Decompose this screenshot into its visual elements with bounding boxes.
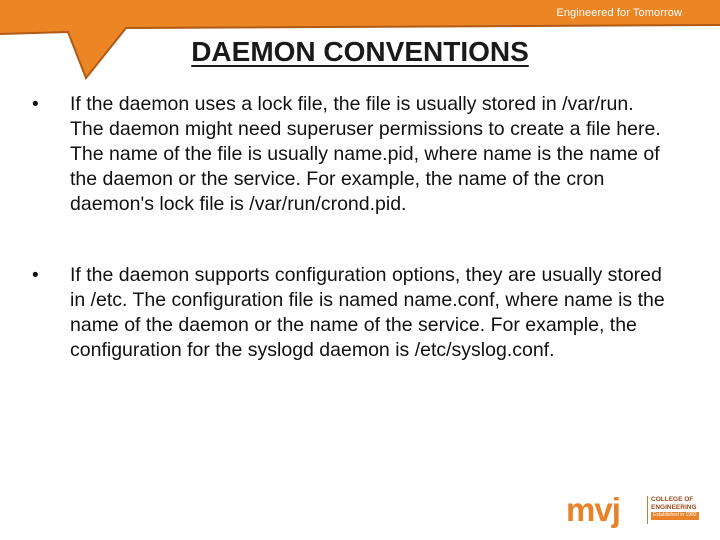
logo-divider	[647, 496, 648, 524]
college-logo	[566, 492, 706, 528]
bullet-text: If the daemon uses a lock file, the file is usually stored in /var/run. The daemon might need superuser permissions to create a file here. The name of the file is usually name.pid, where name is the name of the daemon or the service. For example, the name of the cron daemon's lock file is /var/run/crond.pid.	[70, 93, 661, 215]
bullet-dot: •	[32, 265, 39, 286]
bullet-list	[32, 92, 672, 363]
logo-line-2: ENGINEERING	[651, 503, 697, 511]
logo-text	[651, 496, 699, 520]
logo-line-1: COLLEGE OF	[651, 496, 694, 503]
tagline: Engineered for Tomorrow	[556, 7, 682, 19]
logo-mark: mvj	[566, 491, 620, 528]
bullet-item	[32, 92, 672, 217]
bullet-text: If the daemon supports configuration options, they are usually stored in /etc. The configuration file is named name.conf, where name is the name of the daemon or the name of the service. For example, the configuration for the syslogd daemon is /etc/syslog.conf.	[70, 264, 665, 361]
bullet-dot: •	[32, 94, 39, 115]
page-title: DAEMON CONVENTIONS	[191, 36, 529, 67]
logo-line-3: Established in 1982	[653, 512, 697, 518]
bullet-item	[32, 263, 672, 363]
